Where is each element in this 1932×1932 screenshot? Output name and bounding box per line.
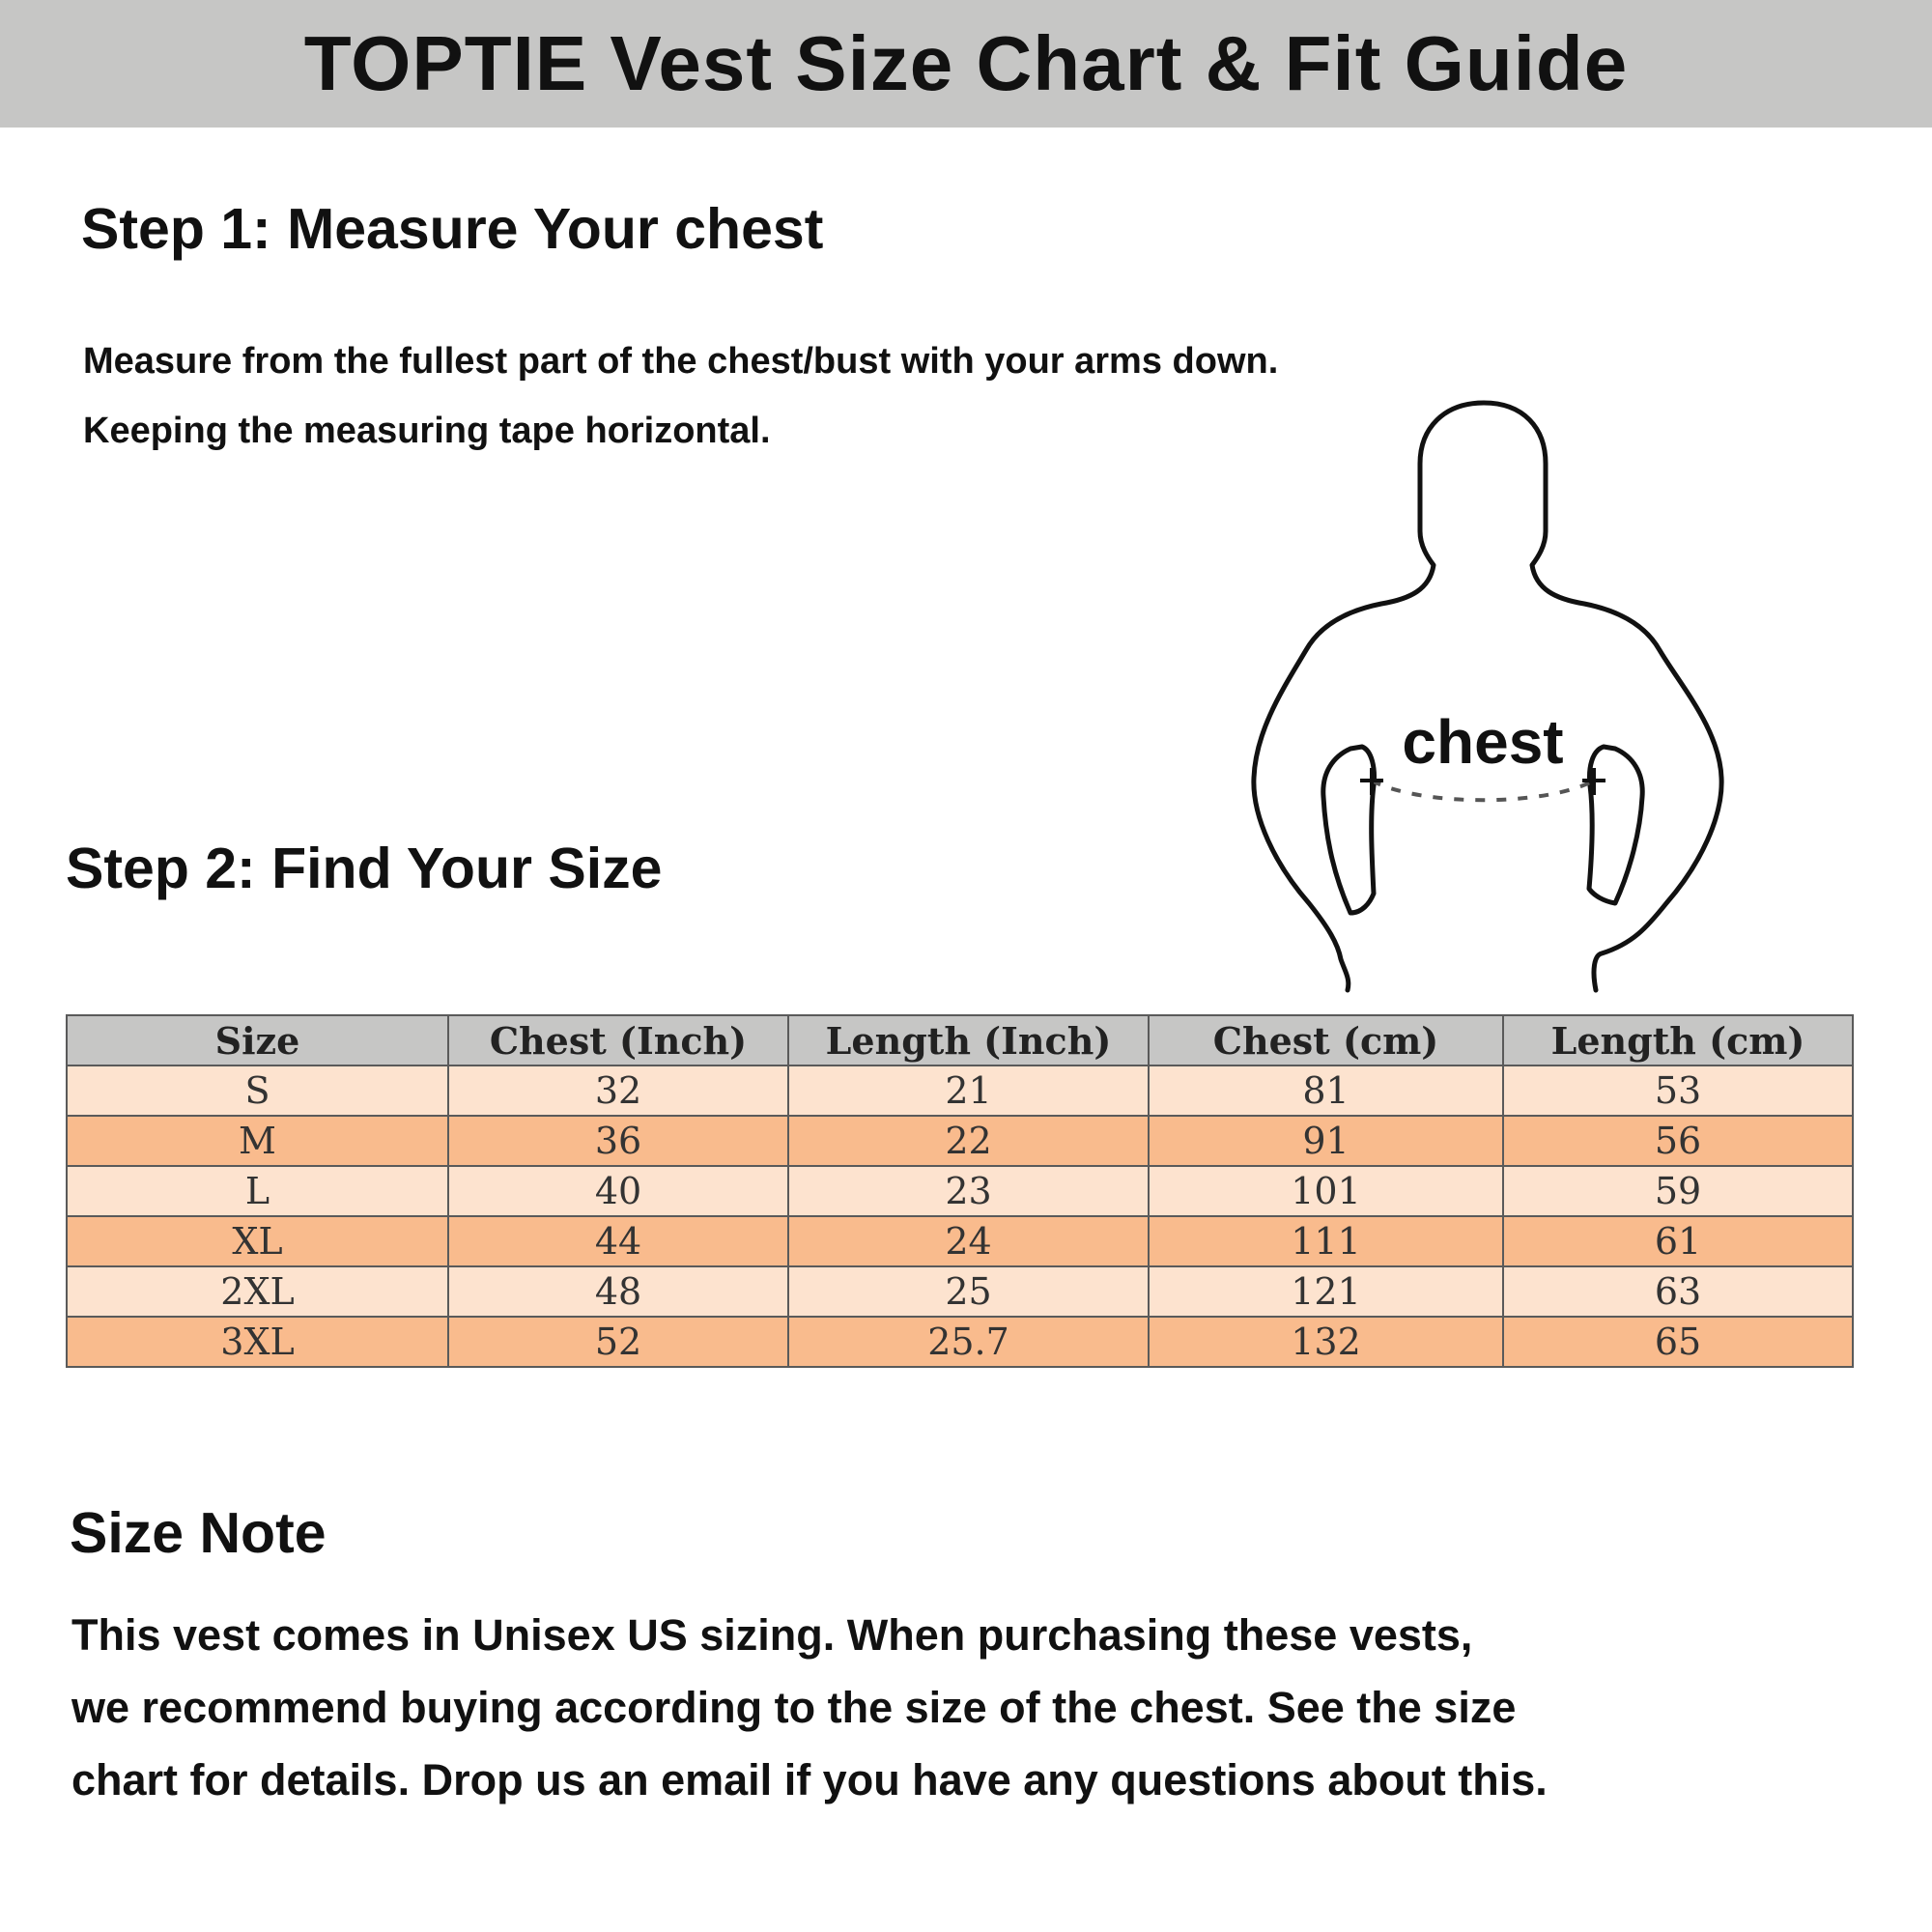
page-title: TOPTIE Vest Size Chart & Fit Guide <box>303 20 1629 106</box>
column-header-length-inch: Length (Inch) <box>788 1015 1149 1065</box>
table-cell: L <box>67 1166 448 1216</box>
step2-heading: Step 2: Find Your Size <box>66 837 663 900</box>
table-cell: 48 <box>448 1266 788 1317</box>
header-band <box>0 0 1932 128</box>
body-silhouette-icon <box>1236 391 1739 995</box>
column-header-size: Size <box>67 1015 448 1065</box>
table-cell: 65 <box>1503 1317 1853 1367</box>
table-cell: 61 <box>1503 1216 1853 1266</box>
column-header-length-cm: Length (cm) <box>1503 1015 1853 1065</box>
table-row <box>67 1166 1853 1216</box>
table-cell: 132 <box>1149 1317 1503 1367</box>
table-cell: 24 <box>788 1216 1149 1266</box>
table-cell: 25.7 <box>788 1317 1149 1367</box>
table-cell: 81 <box>1149 1065 1503 1116</box>
table-cell: 121 <box>1149 1266 1503 1317</box>
table-cell: 3XL <box>67 1317 448 1367</box>
column-header-chest-inch: Chest (Inch) <box>448 1015 788 1065</box>
step1-heading: Step 1: Measure Your chest <box>81 197 824 261</box>
table-cell: 25 <box>788 1266 1149 1317</box>
step1-instruction-line: Keeping the measuring tape horizontal. <box>83 411 771 451</box>
size-note-line: we recommend buying according to the size of the chest. See the size <box>71 1683 1517 1732</box>
table-row <box>67 1065 1853 1116</box>
table-header-row <box>67 1015 1853 1065</box>
table-row <box>67 1116 1853 1166</box>
chest-label: chest <box>1402 707 1564 777</box>
table-cell: 59 <box>1503 1166 1853 1216</box>
table-cell: 22 <box>788 1116 1149 1166</box>
size-note-line: This vest comes in Unisex US sizing. When purchasing these vests, <box>71 1610 1473 1660</box>
size-note-heading: Size Note <box>70 1501 327 1565</box>
table-cell: 44 <box>448 1216 788 1266</box>
step1-instruction-line: Measure from the fullest part of the chest/bust with your arms down. <box>83 341 1279 382</box>
table-cell: 53 <box>1503 1065 1853 1116</box>
size-table <box>66 1014 1854 1368</box>
table-cell: 101 <box>1149 1166 1503 1216</box>
table-row <box>67 1216 1853 1266</box>
table-cell: 52 <box>448 1317 788 1367</box>
column-header-chest-cm: Chest (cm) <box>1149 1015 1503 1065</box>
table-cell: 21 <box>788 1065 1149 1116</box>
table-row <box>67 1266 1853 1317</box>
table-cell: 40 <box>448 1166 788 1216</box>
table-cell: 111 <box>1149 1216 1503 1266</box>
table-row <box>67 1317 1853 1367</box>
table-cell: 32 <box>448 1065 788 1116</box>
table-cell: 56 <box>1503 1116 1853 1166</box>
table-cell: XL <box>67 1216 448 1266</box>
table-cell: 91 <box>1149 1116 1503 1166</box>
table-cell: 63 <box>1503 1266 1853 1317</box>
table-cell: 2XL <box>67 1266 448 1317</box>
table-cell: 23 <box>788 1166 1149 1216</box>
table-cell: S <box>67 1065 448 1116</box>
size-note-line: chart for details. Drop us an email if you have any questions about this. <box>71 1755 1548 1804</box>
table-cell: M <box>67 1116 448 1166</box>
table-cell: 36 <box>448 1116 788 1166</box>
